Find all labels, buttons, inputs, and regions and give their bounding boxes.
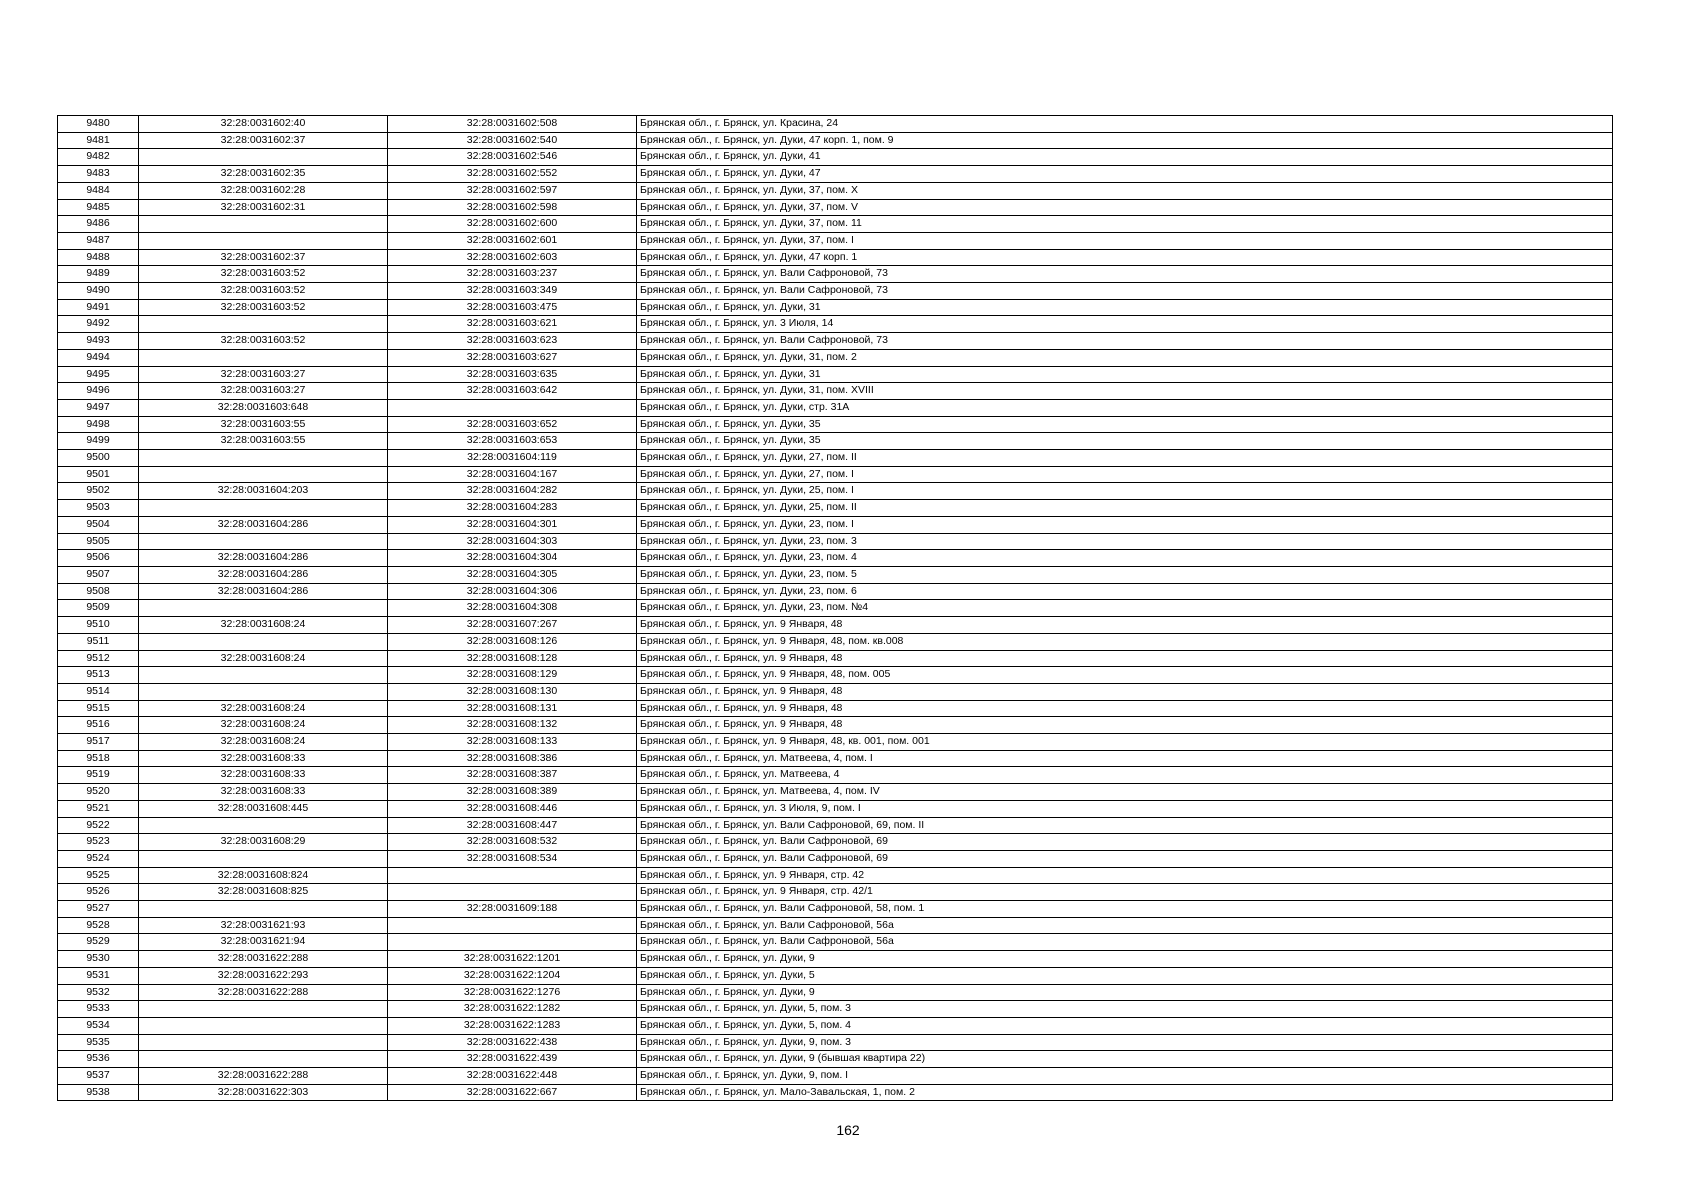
cadastral-number-cell — [139, 450, 388, 467]
cadastral-number-cell: 32:28:0031608:24 — [139, 717, 388, 734]
table-row — [58, 433, 1613, 450]
address-cell: Брянская обл., г. Брянск, ул. Красина, 24 — [637, 116, 1613, 133]
row-number-cell: 9508 — [58, 583, 139, 600]
object-cadastral-number-cell — [388, 884, 637, 901]
table-row — [58, 767, 1613, 784]
cadastral-number-cell — [139, 1034, 388, 1051]
row-number-cell: 9525 — [58, 867, 139, 884]
cadastral-number-cell — [139, 901, 388, 918]
object-cadastral-number-cell: 32:28:0031602:597 — [388, 182, 637, 199]
table-row — [58, 516, 1613, 533]
row-number-cell: 9483 — [58, 166, 139, 183]
address-cell: Брянская обл., г. Брянск, ул. Дуки, 41 — [637, 149, 1613, 166]
object-cadastral-number-cell: 32:28:0031622:1282 — [388, 1001, 637, 1018]
cadastral-number-cell: 32:28:0031621:93 — [139, 917, 388, 934]
address-cell: Брянская обл., г. Брянск, ул. 3 Июля, 14 — [637, 316, 1613, 333]
registry-table-body — [58, 116, 1613, 1101]
object-cadastral-number-cell: 32:28:0031602:600 — [388, 216, 637, 233]
table-row — [58, 817, 1613, 834]
object-cadastral-number-cell: 32:28:0031608:446 — [388, 800, 637, 817]
table-row — [58, 951, 1613, 968]
page-number: 162 — [836, 1122, 860, 1138]
row-number-cell: 9534 — [58, 1017, 139, 1034]
address-cell: Брянская обл., г. Брянск, ул. Дуки, 31, пом. 2 — [637, 349, 1613, 366]
object-cadastral-number-cell: 32:28:0031602:546 — [388, 149, 637, 166]
row-number-cell: 9498 — [58, 416, 139, 433]
cadastral-number-cell — [139, 633, 388, 650]
row-number-cell: 9481 — [58, 132, 139, 149]
object-cadastral-number-cell: 32:28:0031622:1276 — [388, 984, 637, 1001]
object-cadastral-number-cell: 32:28:0031622:439 — [388, 1051, 637, 1068]
cadastral-number-cell: 32:28:0031603:52 — [139, 299, 388, 316]
address-cell: Брянская обл., г. Брянск, ул. Дуки, 5, пом. 3 — [637, 1001, 1613, 1018]
object-cadastral-number-cell: 32:28:0031608:130 — [388, 683, 637, 700]
object-cadastral-number-cell: 32:28:0031609:188 — [388, 901, 637, 918]
cadastral-number-cell — [139, 232, 388, 249]
table-row — [58, 884, 1613, 901]
row-number-cell: 9503 — [58, 500, 139, 517]
row-number-cell: 9529 — [58, 934, 139, 951]
object-cadastral-number-cell: 32:28:0031608:532 — [388, 834, 637, 851]
row-number-cell: 9528 — [58, 917, 139, 934]
address-cell: Брянская обл., г. Брянск, ул. 9 Января, 48 — [637, 650, 1613, 667]
address-cell: Брянская обл., г. Брянск, ул. Дуки, 23, пом. I — [637, 516, 1613, 533]
address-cell: Брянская обл., г. Брянск, ул. 9 Января, 48, пом. кв.008 — [637, 633, 1613, 650]
address-cell: Брянская обл., г. Брянск, ул. Дуки, 23, пом. 4 — [637, 550, 1613, 567]
cadastral-number-cell — [139, 600, 388, 617]
address-cell: Брянская обл., г. Брянск, ул. Дуки, 23, пом. 5 — [637, 566, 1613, 583]
object-cadastral-number-cell: 32:28:0031603:653 — [388, 433, 637, 450]
table-row — [58, 249, 1613, 266]
address-cell: Брянская обл., г. Брянск, ул. 9 Января, стр. 42/1 — [637, 884, 1613, 901]
address-cell: Брянская обл., г. Брянск, ул. 9 Января, 48 — [637, 717, 1613, 734]
row-number-cell: 9486 — [58, 216, 139, 233]
cadastral-number-cell: 32:28:0031622:288 — [139, 984, 388, 1001]
address-cell: Брянская обл., г. Брянск, ул. Вали Сафроновой, 73 — [637, 333, 1613, 350]
object-cadastral-number-cell: 32:28:0031608:129 — [388, 667, 637, 684]
cadastral-number-cell: 32:28:0031622:293 — [139, 967, 388, 984]
table-row — [58, 967, 1613, 984]
table-row — [58, 834, 1613, 851]
cadastral-number-cell: 32:28:0031603:52 — [139, 266, 388, 283]
cadastral-number-cell: 32:28:0031603:55 — [139, 433, 388, 450]
row-number-cell: 9526 — [58, 884, 139, 901]
address-cell: Брянская обл., г. Брянск, ул. Матвеева, 4 — [637, 767, 1613, 784]
table-row — [58, 734, 1613, 751]
row-number-cell: 9522 — [58, 817, 139, 834]
cadastral-number-cell: 32:28:0031602:37 — [139, 132, 388, 149]
address-cell: Брянская обл., г. Брянск, ул. 9 Января, стр. 42 — [637, 867, 1613, 884]
table-row — [58, 667, 1613, 684]
cadastral-number-cell: 32:28:0031602:28 — [139, 182, 388, 199]
row-number-cell: 9505 — [58, 533, 139, 550]
object-cadastral-number-cell: 32:28:0031608:387 — [388, 767, 637, 784]
object-cadastral-number-cell: 32:28:0031604:308 — [388, 600, 637, 617]
table-row — [58, 917, 1613, 934]
table-row — [58, 1001, 1613, 1018]
object-cadastral-number-cell: 32:28:0031602:540 — [388, 132, 637, 149]
table-row — [58, 116, 1613, 133]
table-row — [58, 1084, 1613, 1101]
row-number-cell: 9509 — [58, 600, 139, 617]
address-cell: Брянская обл., г. Брянск, ул. Дуки, стр. 31А — [637, 399, 1613, 416]
table-row — [58, 416, 1613, 433]
address-cell: Брянская обл., г. Брянск, ул. Дуки, 31 — [637, 366, 1613, 383]
cadastral-number-cell — [139, 1051, 388, 1068]
table-row — [58, 299, 1613, 316]
address-cell: Брянская обл., г. Брянск, ул. 9 Января, 48 — [637, 683, 1613, 700]
object-cadastral-number-cell: 32:28:0031608:534 — [388, 850, 637, 867]
row-number-cell: 9515 — [58, 700, 139, 717]
address-cell: Брянская обл., г. Брянск, ул. Дуки, 37, пом. I — [637, 232, 1613, 249]
table-row — [58, 583, 1613, 600]
row-number-cell: 9511 — [58, 633, 139, 650]
address-cell: Брянская обл., г. Брянск, ул. Дуки, 31 — [637, 299, 1613, 316]
object-cadastral-number-cell: 32:28:0031607:267 — [388, 617, 637, 634]
table-row — [58, 850, 1613, 867]
address-cell: Брянская обл., г. Брянск, ул. Дуки, 25, пом. I — [637, 483, 1613, 500]
cadastral-number-cell: 32:28:0031604:203 — [139, 483, 388, 500]
row-number-cell: 9496 — [58, 383, 139, 400]
cadastral-number-cell: 32:28:0031608:824 — [139, 867, 388, 884]
cadastral-number-cell: 32:28:0031602:37 — [139, 249, 388, 266]
cadastral-number-cell: 32:28:0031608:24 — [139, 700, 388, 717]
address-cell: Брянская обл., г. Брянск, ул. Дуки, 27, пом. I — [637, 466, 1613, 483]
cadastral-number-cell — [139, 533, 388, 550]
address-cell: Брянская обл., г. Брянск, ул. Дуки, 47 корп. 1, пом. 9 — [637, 132, 1613, 149]
address-cell: Брянская обл., г. Брянск, ул. Дуки, 47 — [637, 166, 1613, 183]
table-row — [58, 784, 1613, 801]
row-number-cell: 9501 — [58, 466, 139, 483]
table-row — [58, 633, 1613, 650]
table-row — [58, 316, 1613, 333]
object-cadastral-number-cell: 32:28:0031603:627 — [388, 349, 637, 366]
object-cadastral-number-cell — [388, 934, 637, 951]
row-number-cell: 9492 — [58, 316, 139, 333]
row-number-cell: 9519 — [58, 767, 139, 784]
table-row — [58, 717, 1613, 734]
table-row — [58, 617, 1613, 634]
object-cadastral-number-cell: 32:28:0031603:652 — [388, 416, 637, 433]
cadastral-number-cell — [139, 466, 388, 483]
table-row — [58, 867, 1613, 884]
table-row — [58, 199, 1613, 216]
address-cell: Брянская обл., г. Брянск, ул. Дуки, 27, пом. II — [637, 450, 1613, 467]
row-number-cell: 9504 — [58, 516, 139, 533]
address-cell: Брянская обл., г. Брянск, ул. Вали Сафроновой, 69, пом. II — [637, 817, 1613, 834]
row-number-cell: 9517 — [58, 734, 139, 751]
table-row — [58, 500, 1613, 517]
table-row — [58, 132, 1613, 149]
object-cadastral-number-cell: 32:28:0031602:508 — [388, 116, 637, 133]
table-row — [58, 216, 1613, 233]
object-cadastral-number-cell: 32:28:0031603:623 — [388, 333, 637, 350]
table-row — [58, 283, 1613, 300]
object-cadastral-number-cell: 32:28:0031604:306 — [388, 583, 637, 600]
address-cell: Брянская обл., г. Брянск, ул. Вали Сафроновой, 58, пом. 1 — [637, 901, 1613, 918]
object-cadastral-number-cell: 32:28:0031608:447 — [388, 817, 637, 834]
cadastral-number-cell: 32:28:0031602:31 — [139, 199, 388, 216]
row-number-cell: 9480 — [58, 116, 139, 133]
object-cadastral-number-cell: 32:28:0031602:601 — [388, 232, 637, 249]
table-row — [58, 800, 1613, 817]
address-cell: Брянская обл., г. Брянск, ул. Дуки, 9 (бывшая квартира 22) — [637, 1051, 1613, 1068]
row-number-cell: 9499 — [58, 433, 139, 450]
address-cell: Брянская обл., г. Брянск, ул. Дуки, 47 корп. 1 — [637, 249, 1613, 266]
row-number-cell: 9536 — [58, 1051, 139, 1068]
address-cell: Брянская обл., г. Брянск, ул. 9 Января, 48 — [637, 700, 1613, 717]
object-cadastral-number-cell: 32:28:0031604:301 — [388, 516, 637, 533]
object-cadastral-number-cell: 32:28:0031622:1201 — [388, 951, 637, 968]
row-number-cell: 9521 — [58, 800, 139, 817]
object-cadastral-number-cell: 32:28:0031603:642 — [388, 383, 637, 400]
object-cadastral-number-cell: 32:28:0031603:349 — [388, 283, 637, 300]
row-number-cell: 9489 — [58, 266, 139, 283]
row-number-cell: 9507 — [58, 566, 139, 583]
cadastral-number-cell: 32:28:0031603:27 — [139, 383, 388, 400]
cadastral-number-cell — [139, 817, 388, 834]
row-number-cell: 9510 — [58, 617, 139, 634]
cadastral-number-cell — [139, 316, 388, 333]
cadastral-number-cell: 32:28:0031604:286 — [139, 566, 388, 583]
row-number-cell: 9523 — [58, 834, 139, 851]
object-cadastral-number-cell — [388, 867, 637, 884]
cadastral-number-cell: 32:28:0031603:52 — [139, 283, 388, 300]
object-cadastral-number-cell: 32:28:0031603:635 — [388, 366, 637, 383]
object-cadastral-number-cell: 32:28:0031608:128 — [388, 650, 637, 667]
object-cadastral-number-cell: 32:28:0031604:303 — [388, 533, 637, 550]
cadastral-number-cell: 32:28:0031603:55 — [139, 416, 388, 433]
address-cell: Брянская обл., г. Брянск, ул. 9 Января, 48, пом. 005 — [637, 667, 1613, 684]
address-cell: Брянская обл., г. Брянск, ул. Дуки, 25, пом. II — [637, 500, 1613, 517]
table-row — [58, 333, 1613, 350]
table-row — [58, 750, 1613, 767]
address-cell: Брянская обл., г. Брянск, ул. Дуки, 37, пом. X — [637, 182, 1613, 199]
object-cadastral-number-cell: 32:28:0031608:131 — [388, 700, 637, 717]
address-cell: Брянская обл., г. Брянск, ул. Матвеева, 4, пом. IV — [637, 784, 1613, 801]
row-number-cell: 9500 — [58, 450, 139, 467]
address-cell: Брянская обл., г. Брянск, ул. Дуки, 5, пом. 4 — [637, 1017, 1613, 1034]
address-cell: Брянская обл., г. Брянск, ул. Дуки, 23, пом. №4 — [637, 600, 1613, 617]
address-cell: Брянская обл., г. Брянск, ул. Дуки, 5 — [637, 967, 1613, 984]
table-row — [58, 366, 1613, 383]
table-row — [58, 984, 1613, 1001]
row-number-cell: 9493 — [58, 333, 139, 350]
table-row — [58, 1017, 1613, 1034]
table-row — [58, 650, 1613, 667]
object-cadastral-number-cell: 32:28:0031622:448 — [388, 1068, 637, 1085]
row-number-cell: 9506 — [58, 550, 139, 567]
address-cell: Брянская обл., г. Брянск, ул. Мало-Завальская, 1, пом. 2 — [637, 1084, 1613, 1101]
table-row — [58, 166, 1613, 183]
table-row — [58, 450, 1613, 467]
row-number-cell: 9530 — [58, 951, 139, 968]
row-number-cell: 9524 — [58, 850, 139, 867]
object-cadastral-number-cell: 32:28:0031608:126 — [388, 633, 637, 650]
cadastral-number-cell: 32:28:0031608:445 — [139, 800, 388, 817]
address-cell: Брянская обл., г. Брянск, ул. Дуки, 9, пом. I — [637, 1068, 1613, 1085]
object-cadastral-number-cell: 32:28:0031602:603 — [388, 249, 637, 266]
row-number-cell: 9533 — [58, 1001, 139, 1018]
row-number-cell: 9535 — [58, 1034, 139, 1051]
address-cell: Брянская обл., г. Брянск, ул. Матвеева, 4, пом. I — [637, 750, 1613, 767]
object-cadastral-number-cell: 32:28:0031603:475 — [388, 299, 637, 316]
cadastral-number-cell: 32:28:0031608:24 — [139, 617, 388, 634]
table-row — [58, 383, 1613, 400]
address-cell: Брянская обл., г. Брянск, ул. Дуки, 9, пом. 3 — [637, 1034, 1613, 1051]
address-cell: Брянская обл., г. Брянск, ул. Дуки, 9 — [637, 984, 1613, 1001]
object-cadastral-number-cell: 32:28:0031603:621 — [388, 316, 637, 333]
row-number-cell: 9518 — [58, 750, 139, 767]
cadastral-number-cell: 32:28:0031608:24 — [139, 650, 388, 667]
cadastral-number-cell: 32:28:0031603:52 — [139, 333, 388, 350]
object-cadastral-number-cell: 32:28:0031608:389 — [388, 784, 637, 801]
cadastral-number-cell: 32:28:0031602:35 — [139, 166, 388, 183]
cadastral-number-cell — [139, 149, 388, 166]
row-number-cell: 9532 — [58, 984, 139, 1001]
cadastral-number-cell: 32:28:0031604:286 — [139, 516, 388, 533]
table-row — [58, 901, 1613, 918]
cadastral-number-cell — [139, 850, 388, 867]
object-cadastral-number-cell: 32:28:0031603:237 — [388, 266, 637, 283]
object-cadastral-number-cell: 32:28:0031602:552 — [388, 166, 637, 183]
cadastral-number-cell: 32:28:0031608:29 — [139, 834, 388, 851]
object-cadastral-number-cell: 32:28:0031608:132 — [388, 717, 637, 734]
object-cadastral-number-cell — [388, 399, 637, 416]
object-cadastral-number-cell: 32:28:0031602:598 — [388, 199, 637, 216]
cadastral-number-cell — [139, 216, 388, 233]
row-number-cell: 9527 — [58, 901, 139, 918]
table-row — [58, 266, 1613, 283]
cadastral-number-cell — [139, 349, 388, 366]
row-number-cell: 9487 — [58, 232, 139, 249]
address-cell: Брянская обл., г. Брянск, ул. Вали Сафроновой, 69 — [637, 850, 1613, 867]
cadastral-number-cell — [139, 1001, 388, 1018]
row-number-cell: 9490 — [58, 283, 139, 300]
row-number-cell: 9514 — [58, 683, 139, 700]
row-number-cell: 9484 — [58, 182, 139, 199]
row-number-cell: 9482 — [58, 149, 139, 166]
address-cell: Брянская обл., г. Брянск, ул. Вали Сафроновой, 56а — [637, 934, 1613, 951]
table-row — [58, 550, 1613, 567]
table-row — [58, 399, 1613, 416]
row-number-cell: 9516 — [58, 717, 139, 734]
address-cell: Брянская обл., г. Брянск, ул. Дуки, 9 — [637, 951, 1613, 968]
object-cadastral-number-cell: 32:28:0031622:1204 — [388, 967, 637, 984]
address-cell: Брянская обл., г. Брянск, ул. Дуки, 23, пом. 6 — [637, 583, 1613, 600]
address-cell: Брянская обл., г. Брянск, ул. Дуки, 31, пом. XVIII — [637, 383, 1613, 400]
cadastral-number-cell: 32:28:0031608:24 — [139, 734, 388, 751]
table-row — [58, 1051, 1613, 1068]
address-cell: Брянская обл., г. Брянск, ул. 9 Января, 48, кв. 001, пом. 001 — [637, 734, 1613, 751]
cadastral-number-cell: 32:28:0031608:33 — [139, 750, 388, 767]
object-cadastral-number-cell: 32:28:0031604:119 — [388, 450, 637, 467]
table-row — [58, 700, 1613, 717]
object-cadastral-number-cell: 32:28:0031604:304 — [388, 550, 637, 567]
cadastral-number-cell: 32:28:0031608:33 — [139, 767, 388, 784]
table-row — [58, 483, 1613, 500]
address-cell: Брянская обл., г. Брянск, ул. Вали Сафроновой, 69 — [637, 834, 1613, 851]
row-number-cell: 9538 — [58, 1084, 139, 1101]
cadastral-number-cell: 32:28:0031621:94 — [139, 934, 388, 951]
object-cadastral-number-cell: 32:28:0031604:167 — [388, 466, 637, 483]
table-row — [58, 600, 1613, 617]
address-cell: Брянская обл., г. Брянск, ул. 9 Января, 48 — [637, 617, 1613, 634]
row-number-cell: 9512 — [58, 650, 139, 667]
address-cell: Брянская обл., г. Брянск, ул. Дуки, 23, пом. 3 — [637, 533, 1613, 550]
row-number-cell: 9497 — [58, 399, 139, 416]
table-row — [58, 1068, 1613, 1085]
cadastral-number-cell — [139, 500, 388, 517]
object-cadastral-number-cell: 32:28:0031608:133 — [388, 734, 637, 751]
table-row — [58, 1034, 1613, 1051]
cadastral-number-cell: 32:28:0031604:286 — [139, 583, 388, 600]
table-row — [58, 683, 1613, 700]
cadastral-number-cell: 32:28:0031608:825 — [139, 884, 388, 901]
row-number-cell: 9495 — [58, 366, 139, 383]
row-number-cell: 9491 — [58, 299, 139, 316]
row-number-cell: 9520 — [58, 784, 139, 801]
cadastral-number-cell — [139, 667, 388, 684]
cadastral-number-cell: 32:28:0031602:40 — [139, 116, 388, 133]
cadastral-number-cell: 32:28:0031622:303 — [139, 1084, 388, 1101]
object-cadastral-number-cell: 32:28:0031622:438 — [388, 1034, 637, 1051]
row-number-cell: 9502 — [58, 483, 139, 500]
cadastral-number-cell — [139, 1017, 388, 1034]
row-number-cell: 9494 — [58, 349, 139, 366]
address-cell: Брянская обл., г. Брянск, ул. 3 Июля, 9, пом. I — [637, 800, 1613, 817]
cadastral-number-cell: 32:28:0031622:288 — [139, 951, 388, 968]
object-cadastral-number-cell: 32:28:0031608:386 — [388, 750, 637, 767]
object-cadastral-number-cell: 32:28:0031604:283 — [388, 500, 637, 517]
cadastral-number-cell: 32:28:0031603:648 — [139, 399, 388, 416]
cadastral-number-cell: 32:28:0031604:286 — [139, 550, 388, 567]
address-cell: Брянская обл., г. Брянск, ул. Вали Сафроновой, 73 — [637, 266, 1613, 283]
address-cell: Брянская обл., г. Брянск, ул. Дуки, 35 — [637, 433, 1613, 450]
object-cadastral-number-cell: 32:28:0031622:667 — [388, 1084, 637, 1101]
table-row — [58, 149, 1613, 166]
object-cadastral-number-cell: 32:28:0031622:1283 — [388, 1017, 637, 1034]
table-row — [58, 182, 1613, 199]
row-number-cell: 9488 — [58, 249, 139, 266]
table-row — [58, 566, 1613, 583]
cadastral-number-cell — [139, 683, 388, 700]
registry-table — [57, 115, 1613, 1101]
address-cell: Брянская обл., г. Брянск, ул. Вали Сафроновой, 56а — [637, 917, 1613, 934]
row-number-cell: 9513 — [58, 667, 139, 684]
table-row — [58, 232, 1613, 249]
cadastral-number-cell: 32:28:0031622:288 — [139, 1068, 388, 1085]
table-row — [58, 934, 1613, 951]
object-cadastral-number-cell: 32:28:0031604:282 — [388, 483, 637, 500]
address-cell: Брянская обл., г. Брянск, ул. Вали Сафроновой, 73 — [637, 283, 1613, 300]
table-row — [58, 533, 1613, 550]
row-number-cell: 9537 — [58, 1068, 139, 1085]
address-cell: Брянская обл., г. Брянск, ул. Дуки, 37, пом. V — [637, 199, 1613, 216]
row-number-cell: 9531 — [58, 967, 139, 984]
address-cell: Брянская обл., г. Брянск, ул. Дуки, 37, пом. 11 — [637, 216, 1613, 233]
object-cadastral-number-cell — [388, 917, 637, 934]
object-cadastral-number-cell: 32:28:0031604:305 — [388, 566, 637, 583]
row-number-cell: 9485 — [58, 199, 139, 216]
table-row — [58, 466, 1613, 483]
cadastral-number-cell: 32:28:0031608:33 — [139, 784, 388, 801]
table-row — [58, 349, 1613, 366]
cadastral-number-cell: 32:28:0031603:27 — [139, 366, 388, 383]
address-cell: Брянская обл., г. Брянск, ул. Дуки, 35 — [637, 416, 1613, 433]
